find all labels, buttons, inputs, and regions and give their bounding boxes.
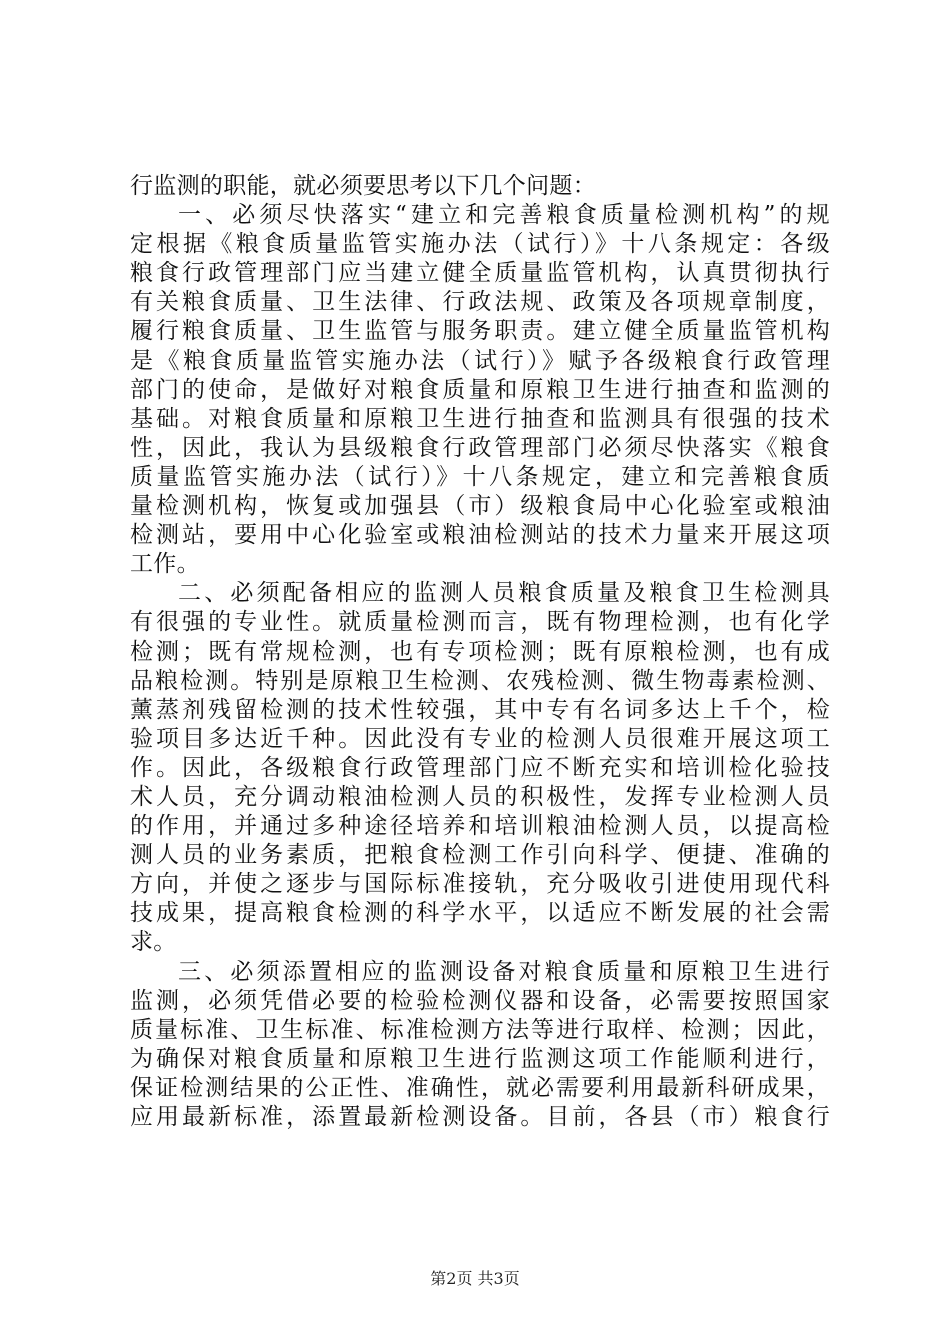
text-line: 基础。对粮食质量和原粮卫生进行抽查和监测具有很强的技术 bbox=[130, 405, 830, 432]
text-line: 技成果，提高粮食检测的科学水平，以适应不断发展的社会需 bbox=[130, 900, 830, 927]
text-line: 量检测机构，恢复或加强县（市）级粮食局中心化验室或粮油 bbox=[130, 493, 830, 520]
text-line: 应用最新标准，添置最新检测设备。目前，各县（市）粮食行 bbox=[130, 1104, 830, 1130]
text-line: 测人员的业务素质，把粮食检测工作引向科学、便捷、准确的 bbox=[130, 842, 830, 869]
text-line: 求。 bbox=[130, 929, 177, 956]
text-line: 的作用，并通过多种途径培养和培训粮油检测人员，以提高检 bbox=[130, 813, 830, 840]
text-line: 有很强的专业性。就质量检测而言，既有物理检测，也有化学 bbox=[130, 609, 830, 636]
text-line: 薰蒸剂残留检测的技术性较强，其中专有名词多达上千个，检 bbox=[130, 696, 830, 723]
text-line: 质量监管实施办法（试行）》十八条规定，建立和完善粮食质 bbox=[130, 463, 830, 490]
text-line: 保证检测结果的公正性、准确性，就必需要利用最新科研成果， bbox=[130, 1074, 830, 1101]
text-line: 定根据《粮食质量监管实施办法（试行）》十八条规定：各级 bbox=[130, 231, 830, 258]
text-line: 监测，必须凭借必要的检验检测仪器和设备，必需要按照国家 bbox=[130, 987, 830, 1014]
text-line: 粮食行政管理部门应当建立健全质量监管机构，认真贯彻执行 bbox=[130, 260, 830, 287]
page-footer: 第2页 共3页 bbox=[430, 1269, 520, 1288]
text-line: 履行粮食质量、卫生监管与服务职责。建立健全质量监管机构 bbox=[130, 318, 830, 345]
text-line: 检测；既有常规检测，也有专项检测；既有原粮检测，也有成 bbox=[130, 638, 830, 665]
text-line: 一、必须尽快落实“建立和完善粮食质量检测机构”的规 bbox=[178, 202, 830, 229]
text-line: 术人员，充分调动粮油检测人员的积极性，发挥专业检测人员 bbox=[130, 783, 830, 810]
text-line: 工作。 bbox=[130, 551, 200, 578]
text-line: 有关粮食质量、卫生法律、行政法规、政策及各项规章制度， bbox=[130, 289, 830, 316]
text-line: 检测站，要用中心化验室或粮油检测站的技术力量来开展这项 bbox=[130, 522, 830, 549]
text-line: 为确保对粮食质量和原粮卫生进行监测这项工作能顺利进行， bbox=[130, 1045, 830, 1072]
text-line: 部门的使命，是做好对粮食质量和原粮卫生进行抽查和监测的 bbox=[130, 376, 830, 403]
text-line: 验项目多达近千种。因此没有专业的检测人员很难开展这项工 bbox=[130, 725, 830, 752]
text-line: 性，因此，我认为县级粮食行政管理部门必须尽快落实《粮食 bbox=[130, 434, 830, 461]
text-line: 是《粮食质量监管实施办法（试行）》赋予各级粮食行政管理 bbox=[130, 347, 830, 374]
text-line: 品粮检测。特别是原粮卫生检测、农残检测、微生物毒素检测、 bbox=[130, 667, 830, 694]
text-line: 三、必须添置相应的监测设备对粮食质量和原粮卫生进行 bbox=[178, 958, 830, 985]
text-line: 方向，并使之逐步与国际标准接轨，充分吸收引进使用现代科 bbox=[130, 871, 830, 898]
text-line: 行监测的职能，就必须要思考以下几个问题： bbox=[130, 173, 596, 199]
text-line: 作。因此，各级粮食行政管理部门应不断充实和培训检化验技 bbox=[130, 754, 830, 781]
text-line: 二、必须配备相应的监测人员粮食质量及粮食卫生检测具 bbox=[178, 580, 830, 607]
document-body bbox=[130, 172, 830, 1132]
text-line: 质量标准、卫生标准、标准检测方法等进行取样、检测；因此， bbox=[130, 1016, 830, 1043]
